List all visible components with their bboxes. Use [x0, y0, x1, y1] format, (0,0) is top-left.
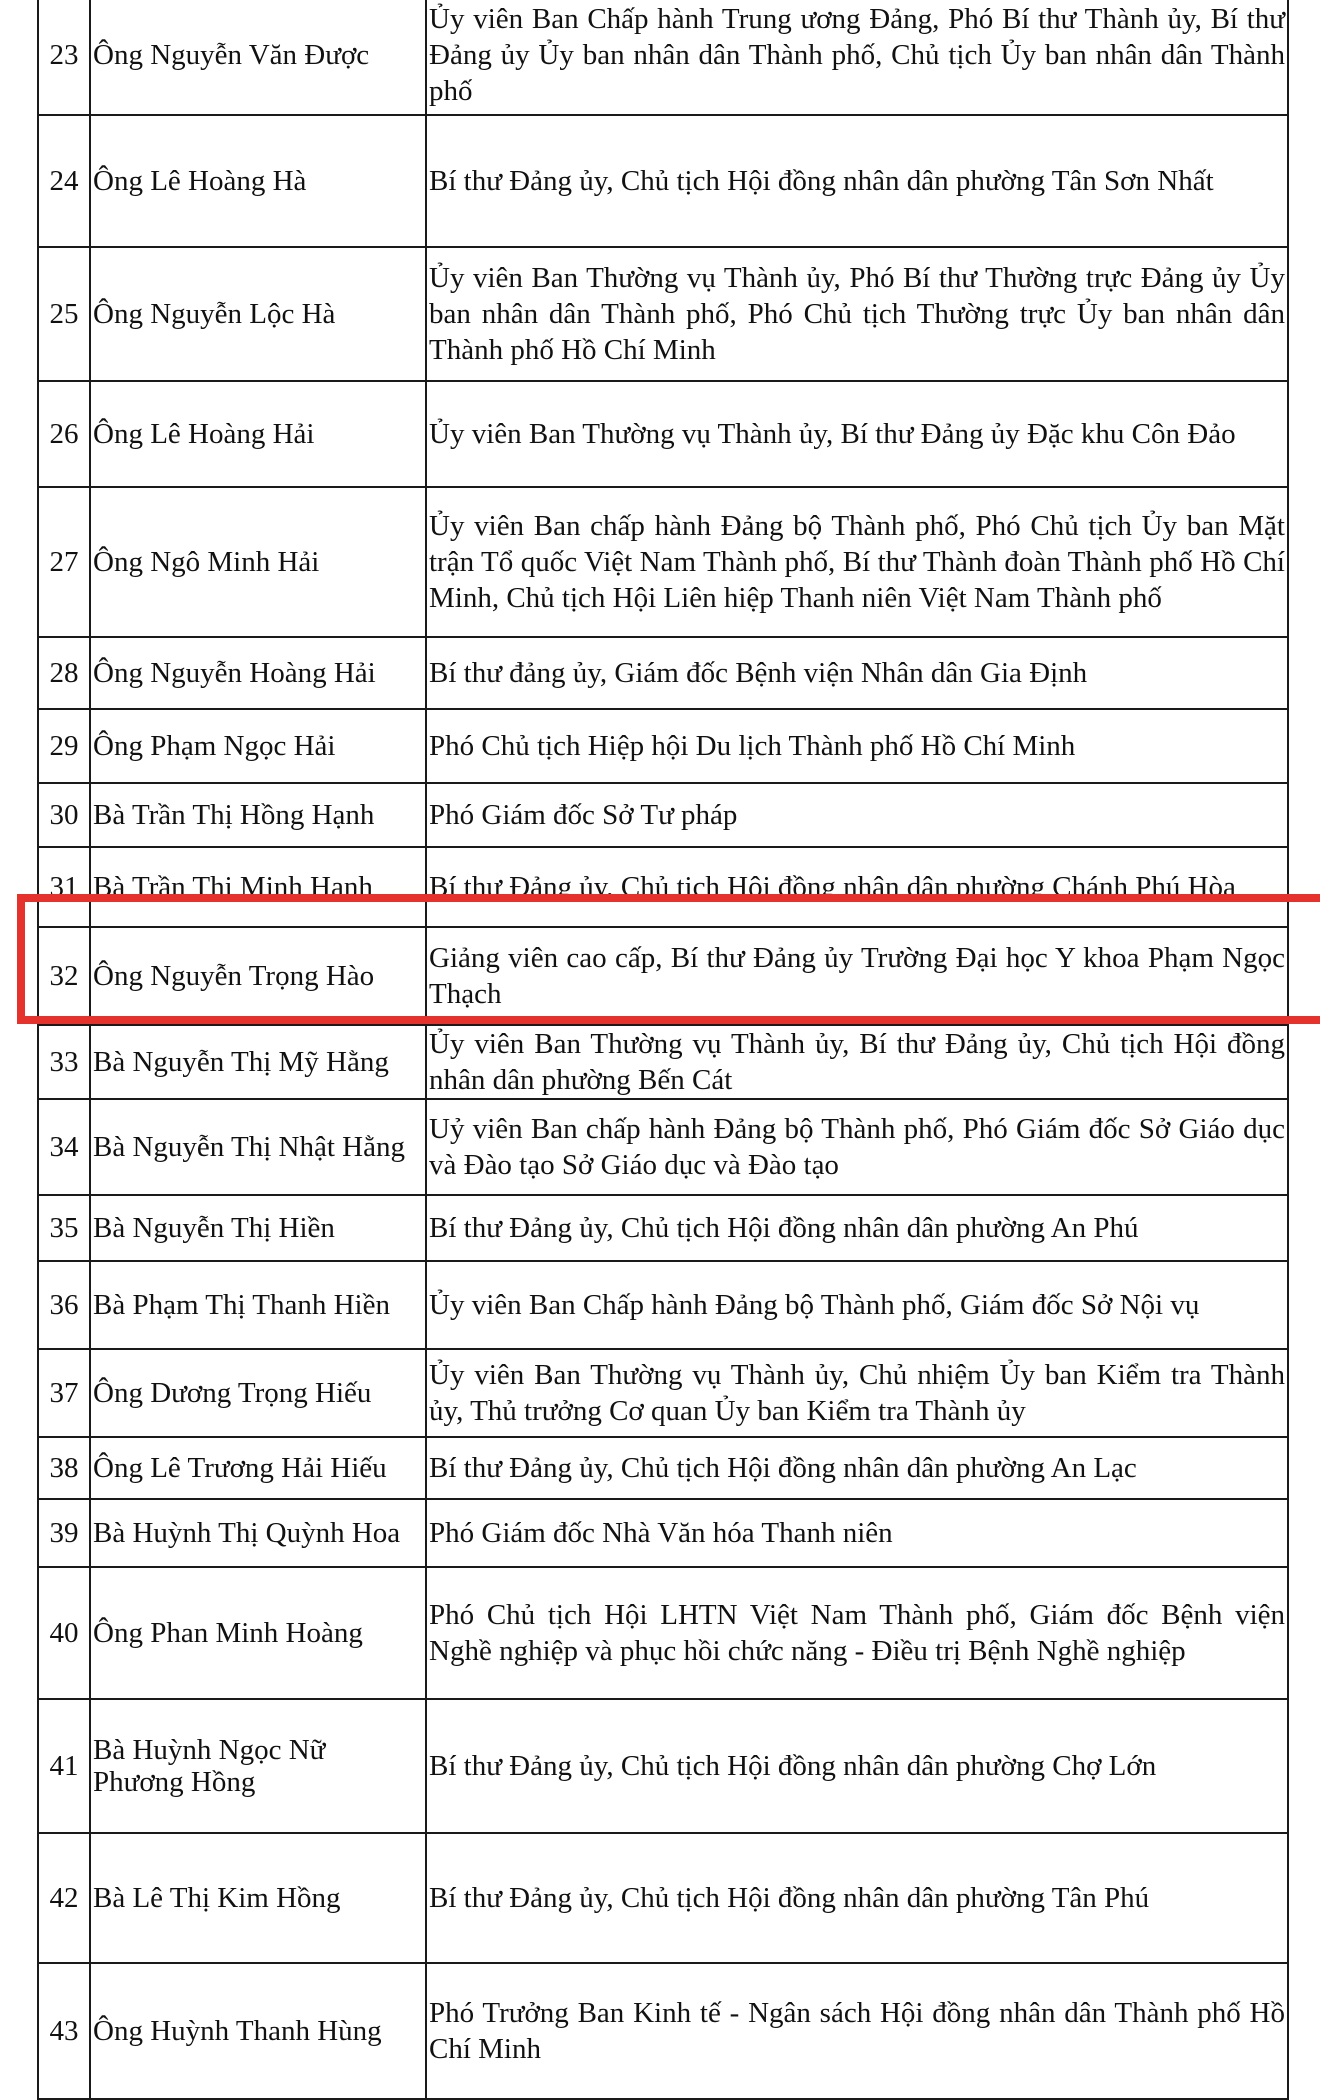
person-role: Ủy viên Ban Thường vụ Thành ủy, Bí thư Đảng ủy Đặc khu Côn Đảo [426, 381, 1288, 487]
person-name: Bà Phạm Thị Thanh Hiền [90, 1261, 426, 1349]
table-row [38, 1699, 1288, 1833]
person-name: Ông Nguyễn Trọng Hào [90, 927, 426, 1025]
table-row [38, 1025, 1288, 1099]
person-name: Ông Nguyễn Hoàng Hải [90, 637, 426, 709]
table-row [38, 1963, 1288, 2099]
row-number: 23 [38, 0, 90, 115]
table-row [38, 1195, 1288, 1261]
row-number: 34 [38, 1099, 90, 1195]
person-role: Bí thư Đảng ủy, Chủ tịch Hội đồng nhân dân phường Chợ Lớn [426, 1699, 1288, 1833]
person-role: Bí thư đảng ủy, Giám đốc Bệnh viện Nhân dân Gia Định [426, 637, 1288, 709]
row-number: 24 [38, 115, 90, 247]
person-role: Ủy viên Ban Chấp hành Trung ương Đảng, Phó Bí thư Thành ủy, Bí thư Đảng ủy Ủy ban nhân dân Thành phố, Chủ tịch Ủy ban nhân dân Thành phố [426, 0, 1288, 115]
row-number: 32 [38, 927, 90, 1025]
table-row [38, 1499, 1288, 1567]
person-name: Ông Huỳnh Thanh Hùng [90, 1963, 426, 2099]
person-name: Bà Nguyễn Thị Hiền [90, 1195, 426, 1261]
table-row [38, 1833, 1288, 1963]
row-number: 26 [38, 381, 90, 487]
person-name: Ông Dương Trọng Hiếu [90, 1349, 426, 1437]
person-role: Phó Chủ tịch Hiệp hội Du lịch Thành phố Hồ Chí Minh [426, 709, 1288, 783]
person-role: Phó Giám đốc Nhà Văn hóa Thanh niên [426, 1499, 1288, 1567]
table-row [38, 487, 1288, 637]
person-role: Giảng viên cao cấp, Bí thư Đảng ủy Trường Đại học Y khoa Phạm Ngọc Thạch [426, 927, 1288, 1025]
row-number: 33 [38, 1025, 90, 1099]
table-row [38, 1349, 1288, 1437]
table-row [38, 1437, 1288, 1499]
person-role: Ủy viên Ban Thường vụ Thành ủy, Chủ nhiệm Ủy ban Kiểm tra Thành ủy, Thủ trưởng Cơ quan Ủy ban Kiểm tra Thành ủy [426, 1349, 1288, 1437]
person-name: Bà Nguyễn Thị Nhật Hằng [90, 1099, 426, 1195]
person-role: Bí thư Đảng ủy, Chủ tịch Hội đồng nhân dân phường An Phú [426, 1195, 1288, 1261]
row-number: 37 [38, 1349, 90, 1437]
person-role: Ủy viên Ban chấp hành Đảng bộ Thành phố, Phó Chủ tịch Ủy ban Mặt trận Tổ quốc Việt Nam Thành phố, Bí thư Thành đoàn Thành phố Hồ Chí Minh, Chủ tịch Hội Liên hiệp Thanh niên Việt Nam Thành phố [426, 487, 1288, 637]
row-number: 27 [38, 487, 90, 637]
table-row [38, 381, 1288, 487]
person-role: Phó Giám đốc Sở Tư pháp [426, 783, 1288, 847]
person-role: Uỷ viên Ban chấp hành Đảng bộ Thành phố, Phó Giám đốc Sở Giáo dục và Đào tạo Sở Giáo dục và Đào tạo [426, 1099, 1288, 1195]
person-name: Ông Nguyễn Lộc Hà [90, 247, 426, 381]
person-name: Bà Huỳnh Thị Quỳnh Hoa [90, 1499, 426, 1567]
table-row [38, 1261, 1288, 1349]
row-number: 39 [38, 1499, 90, 1567]
person-name: Ông Ngô Minh Hải [90, 487, 426, 637]
person-role: Ủy viên Ban Thường vụ Thành ủy, Phó Bí thư Thường trực Đảng ủy Ủy ban nhân dân Thành phố, Phó Chủ tịch Thường trực Ủy ban nhân dân Thành phố Hồ Chí Minh [426, 247, 1288, 381]
person-name: Ông Lê Trương Hải Hiếu [90, 1437, 426, 1499]
person-role: Bí thư Đảng ủy, Chủ tịch Hội đồng nhân dân phường Chánh Phú Hòa [426, 847, 1288, 927]
row-number: 43 [38, 1963, 90, 2099]
table-row [38, 709, 1288, 783]
person-role: Bí thư Đảng ủy, Chủ tịch Hội đồng nhân dân phường Tân Sơn Nhất [426, 115, 1288, 247]
row-number: 35 [38, 1195, 90, 1261]
person-name: Bà Huỳnh Ngọc Nữ Phương Hồng [90, 1699, 426, 1833]
row-number: 29 [38, 709, 90, 783]
row-number: 41 [38, 1699, 90, 1833]
person-name: Ông Nguyễn Văn Được [90, 0, 426, 115]
person-role: Bí thư Đảng ủy, Chủ tịch Hội đồng nhân dân phường An Lạc [426, 1437, 1288, 1499]
table-row [38, 115, 1288, 247]
person-role: Ủy viên Ban Thường vụ Thành ủy, Bí thư Đảng ủy, Chủ tịch Hội đồng nhân dân phường Bến Cát [426, 1025, 1288, 1099]
person-role: Bí thư Đảng ủy, Chủ tịch Hội đồng nhân dân phường Tân Phú [426, 1833, 1288, 1963]
row-number: 36 [38, 1261, 90, 1349]
person-name: Bà Trần Thị Minh Hạnh [90, 847, 426, 927]
person-name: Ông Phan Minh Hoàng [90, 1567, 426, 1699]
delegate-table [37, 0, 1289, 2100]
table-row [38, 637, 1288, 709]
table-row [38, 783, 1288, 847]
person-name: Ông Phạm Ngọc Hải [90, 709, 426, 783]
person-role: Phó Trưởng Ban Kinh tế - Ngân sách Hội đồng nhân dân Thành phố Hồ Chí Minh [426, 1963, 1288, 2099]
person-name: Bà Trần Thị Hồng Hạnh [90, 783, 426, 847]
row-number: 28 [38, 637, 90, 709]
row-number: 38 [38, 1437, 90, 1499]
person-role: Phó Chủ tịch Hội LHTN Việt Nam Thành phố, Giám đốc Bệnh viện Nghề nghiệp và phục hồi chức năng - Điều trị Bệnh Nghề nghiệp [426, 1567, 1288, 1699]
table-row-highlighted [38, 927, 1288, 1025]
row-number: 40 [38, 1567, 90, 1699]
person-name: Bà Nguyễn Thị Mỹ Hằng [90, 1025, 426, 1099]
row-number: 31 [38, 847, 90, 927]
person-name: Ông Lê Hoàng Hà [90, 115, 426, 247]
table-row [38, 0, 1288, 115]
table-row [38, 847, 1288, 927]
row-number: 25 [38, 247, 90, 381]
table-row [38, 247, 1288, 381]
row-number: 42 [38, 1833, 90, 1963]
table-row [38, 1567, 1288, 1699]
person-role: Ủy viên Ban Chấp hành Đảng bộ Thành phố, Giám đốc Sở Nội vụ [426, 1261, 1288, 1349]
table-row [38, 1099, 1288, 1195]
person-name: Ông Lê Hoàng Hải [90, 381, 426, 487]
row-number: 30 [38, 783, 90, 847]
person-name: Bà Lê Thị Kim Hồng [90, 1833, 426, 1963]
